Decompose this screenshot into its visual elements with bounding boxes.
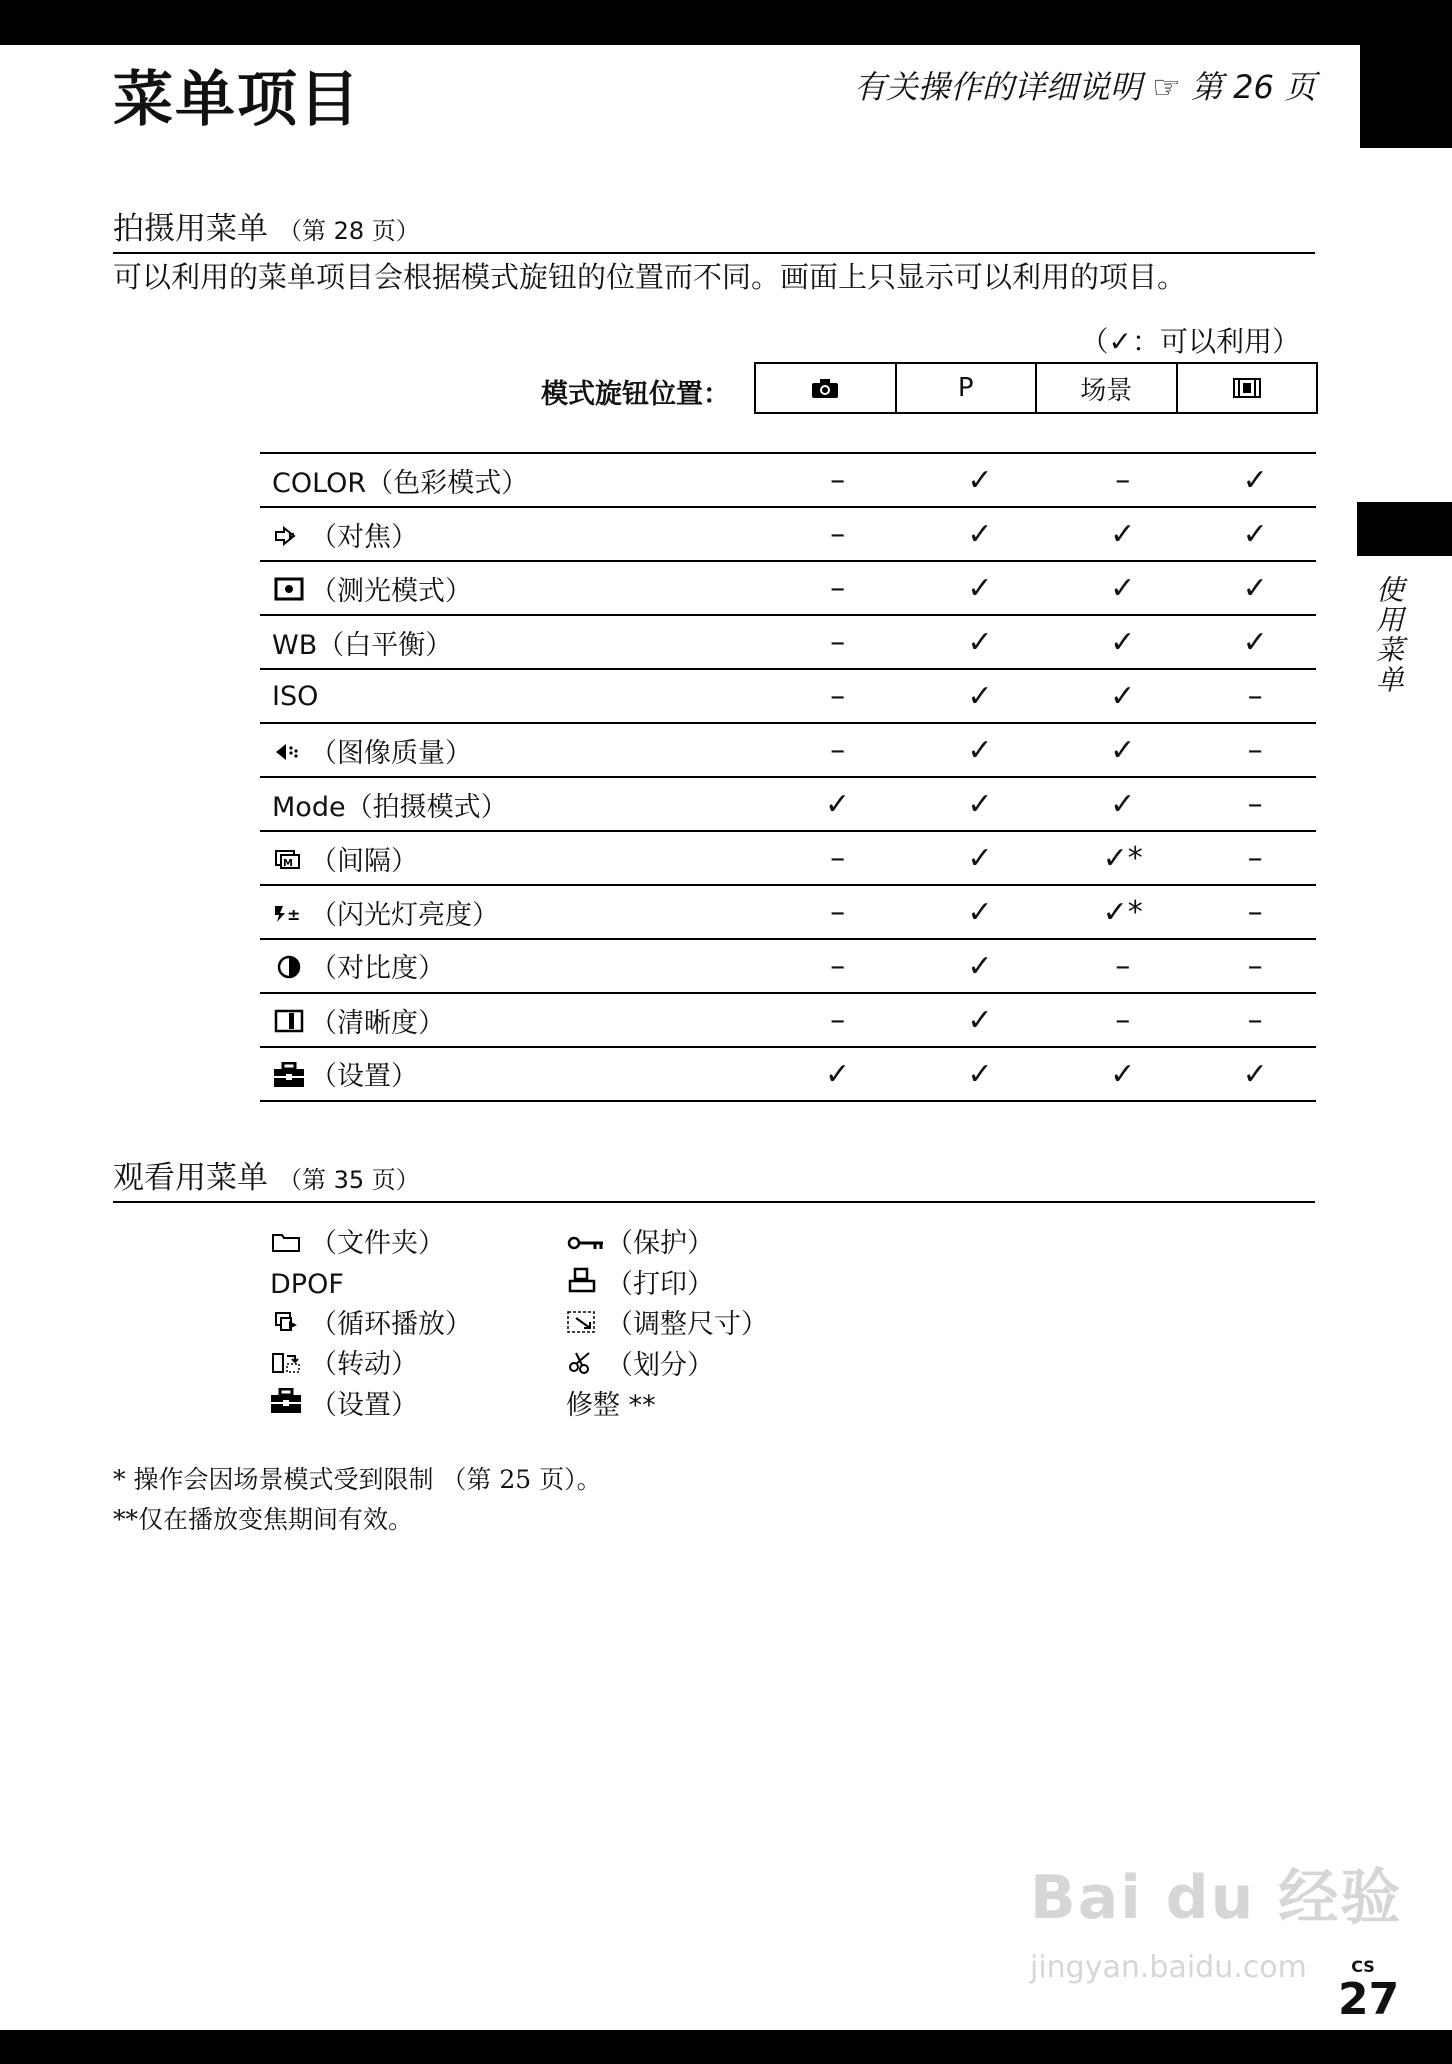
availability-cell: – xyxy=(1051,453,1194,507)
dial-position-label: 模式旋钮位置： xyxy=(541,379,730,410)
availability-cell: ✓ xyxy=(909,669,1051,723)
interval-icon xyxy=(272,848,306,876)
table-row xyxy=(260,777,1316,831)
viewing-menu-title: 观看用菜单 xyxy=(113,1160,268,1196)
menu-item-cell xyxy=(260,993,766,1047)
availability-cell: ✓ xyxy=(1051,507,1194,561)
table-row xyxy=(260,1047,1316,1101)
availability-cell: ✓ xyxy=(1194,615,1316,669)
availability-cell: ✓ xyxy=(909,831,1051,885)
availability-cell: – xyxy=(1051,939,1194,993)
availability-cell: – xyxy=(766,939,908,993)
availability-cell: – xyxy=(766,507,908,561)
svg-text:F: F xyxy=(288,532,295,543)
viewing-menu-left-column xyxy=(270,1224,472,1426)
viewing-menu-page-ref: （第 35 页） xyxy=(278,1166,420,1194)
availability-cell: ✓ xyxy=(909,453,1051,507)
availability-cell: – xyxy=(1194,885,1316,939)
menu-item-cell xyxy=(260,453,766,507)
contrast-icon xyxy=(272,954,306,986)
protect-key-icon xyxy=(566,1225,598,1265)
viewing-item-label: （循环播放） xyxy=(310,1308,472,1340)
menu-item-cell xyxy=(260,939,766,993)
availability-cell: ✓* xyxy=(1051,831,1194,885)
corner-black-tab xyxy=(1360,45,1452,148)
availability-cell: ✓ xyxy=(1051,1047,1194,1101)
top-black-bar xyxy=(0,0,1452,45)
menu-item-label: （清晰度） xyxy=(310,1007,445,1039)
table-row xyxy=(260,453,1316,507)
list-item xyxy=(270,1305,472,1346)
availability-cell: – xyxy=(766,831,908,885)
viewing-item-label: （转动） xyxy=(310,1349,418,1380)
viewing-item-label: DPOF xyxy=(270,1268,344,1300)
viewing-item-label: （设置） xyxy=(310,1389,418,1421)
availability-cell: ✓* xyxy=(1051,885,1194,939)
table-row xyxy=(260,615,1316,669)
viewing-item-label: （划分） xyxy=(606,1349,714,1381)
menu-item-cell xyxy=(260,507,766,561)
flash-level-icon xyxy=(272,902,306,930)
menu-item-cell xyxy=(260,561,766,615)
shooting-menu-table xyxy=(260,452,1316,1102)
availability-cell: ✓ xyxy=(1194,1047,1316,1101)
table-row xyxy=(260,723,1316,777)
availability-cell: ✓ xyxy=(1051,777,1194,831)
availability-cell: – xyxy=(766,885,908,939)
metering-icon xyxy=(272,577,306,607)
availability-cell: – xyxy=(1051,993,1194,1047)
folder-icon xyxy=(270,1225,302,1265)
menu-item-label: Mode（拍摄模式） xyxy=(272,791,508,823)
availability-cell: ✓ xyxy=(909,723,1051,777)
availability-cell: ✓ xyxy=(766,1047,908,1101)
menu-item-label: （对比度） xyxy=(310,953,445,985)
focus-icon xyxy=(272,524,306,552)
page-title: 菜单项目 xyxy=(113,65,361,135)
list-item xyxy=(270,1224,472,1265)
viewing-item-label: （保护） xyxy=(606,1228,714,1259)
table-row xyxy=(260,561,1316,615)
check-legend: （✓：可以利用） xyxy=(1080,325,1300,358)
viewing-item-label: （文件夹） xyxy=(310,1228,445,1259)
list-item xyxy=(566,1386,768,1426)
table-row xyxy=(260,885,1316,939)
availability-cell: – xyxy=(766,993,908,1047)
availability-cell: – xyxy=(1194,723,1316,777)
dial-scene: 场景 xyxy=(1035,364,1176,412)
availability-cell: ✓ xyxy=(1194,453,1316,507)
dial-movie xyxy=(1176,364,1317,412)
availability-cell: – xyxy=(766,615,908,669)
slideshow-icon xyxy=(270,1305,302,1345)
availability-cell: – xyxy=(1194,777,1316,831)
shooting-menu-title: 拍摄用菜单 xyxy=(113,211,268,247)
list-item xyxy=(270,1265,472,1305)
setup-toolbox-icon xyxy=(272,1062,306,1094)
availability-cell: ✓ xyxy=(1194,507,1316,561)
table-row xyxy=(260,669,1316,723)
menu-item-label: （间隔） xyxy=(310,845,418,877)
availability-cell: ✓ xyxy=(909,1047,1051,1101)
availability-cell: ✓ xyxy=(909,993,1051,1047)
menu-item-cell xyxy=(260,1047,766,1101)
viewing-item-label: （调整尺寸） xyxy=(606,1309,768,1340)
header-page-reference: 有关操作的详细说明 ☞ 第 26 页 xyxy=(853,68,1316,106)
availability-cell: ✓ xyxy=(909,561,1051,615)
availability-cell: – xyxy=(766,453,908,507)
page-number-value: 27 xyxy=(1338,1974,1400,2025)
availability-cell: ✓ xyxy=(1051,615,1194,669)
dial-auto-camera xyxy=(756,364,895,412)
movie-icon xyxy=(1232,377,1262,399)
menu-item-label: （闪光灯亮度） xyxy=(310,899,499,931)
baidu-watermark: Bai du 经验 xyxy=(1030,1863,1403,1933)
svg-text:M: M xyxy=(283,858,293,869)
page-language-code: CS xyxy=(1351,1957,1375,1976)
list-item xyxy=(566,1346,768,1387)
list-item xyxy=(566,1265,768,1306)
menu-item-cell xyxy=(260,777,766,831)
list-item xyxy=(566,1224,768,1265)
list-item xyxy=(270,1386,472,1427)
menu-item-cell xyxy=(260,723,766,777)
menu-item-cell xyxy=(260,885,766,939)
menu-item-cell xyxy=(260,669,766,723)
side-section-label: 使用菜单 xyxy=(1372,575,1405,695)
availability-cell: ✓ xyxy=(1051,723,1194,777)
setup-toolbox-icon xyxy=(270,1386,302,1426)
availability-cell: – xyxy=(1194,939,1316,993)
menu-item-label: COLOR（色彩模式） xyxy=(272,467,529,499)
menu-item-label: （测光模式） xyxy=(310,575,472,607)
image-quality-icon xyxy=(272,740,306,768)
availability-cell: – xyxy=(1194,669,1316,723)
availability-cell: ✓ xyxy=(909,939,1051,993)
print-icon xyxy=(566,1265,598,1305)
menu-item-cell xyxy=(260,615,766,669)
shooting-menu-page-ref: （第 28 页） xyxy=(278,217,420,245)
dial-program: P xyxy=(895,364,1036,412)
availability-cell: ✓ xyxy=(909,615,1051,669)
availability-cell: – xyxy=(766,723,908,777)
shooting-menu-heading xyxy=(113,203,1315,254)
table-row xyxy=(260,939,1316,993)
availability-cell: ✓ xyxy=(1051,561,1194,615)
viewing-item-label: 修整 ** xyxy=(566,1390,656,1421)
table-row xyxy=(260,831,1316,885)
bottom-black-bar xyxy=(0,2030,1452,2064)
menu-item-label: WB（白平衡） xyxy=(272,629,453,661)
menu-item-cell xyxy=(260,831,766,885)
footnotes xyxy=(113,1460,602,1540)
menu-item-label: （对焦） xyxy=(310,521,418,553)
resize-icon xyxy=(566,1306,598,1346)
menu-item-label: （设置） xyxy=(310,1061,418,1093)
camera-icon xyxy=(810,377,840,399)
shooting-menu-description: 可以利用的菜单项目会根据模式旋钮的位置而不同。画面上只显示可以利用的项目。 xyxy=(113,260,1187,294)
availability-cell: ✓ xyxy=(766,777,908,831)
availability-cell: – xyxy=(1194,831,1316,885)
baidu-watermark-url: jingyan.baidu.com xyxy=(1030,1950,1307,1985)
sharpness-icon xyxy=(272,1009,306,1039)
availability-cell: – xyxy=(1194,993,1316,1047)
table-row xyxy=(260,507,1316,561)
divide-scissors-icon xyxy=(566,1346,598,1386)
availability-cell: ✓ xyxy=(1051,669,1194,723)
menu-item-label: ISO xyxy=(272,680,319,712)
table-row xyxy=(260,993,1316,1047)
svg-text:±: ± xyxy=(287,905,301,924)
viewing-item-label: （打印） xyxy=(606,1268,714,1300)
rotate-icon xyxy=(270,1346,302,1386)
availability-cell: ✓ xyxy=(1194,561,1316,615)
availability-cell: – xyxy=(766,669,908,723)
viewing-menu-right-column xyxy=(566,1224,768,1426)
footnote-scene-limit: * 操作会因场景模式受到限制 （第 25 页）。 xyxy=(113,1465,602,1494)
mode-dial-header xyxy=(754,362,1318,414)
availability-cell: ✓ xyxy=(909,885,1051,939)
page-number xyxy=(1338,1957,1400,2025)
footnote-playback-zoom: **仅在播放变焦期间有效。 xyxy=(113,1505,414,1534)
section-index-tab xyxy=(1357,502,1452,556)
availability-cell: ✓ xyxy=(909,507,1051,561)
list-item xyxy=(270,1345,472,1386)
list-item xyxy=(566,1305,768,1346)
viewing-menu-heading xyxy=(113,1152,1315,1203)
menu-item-label: （图像质量） xyxy=(310,737,472,769)
availability-cell: – xyxy=(766,561,908,615)
availability-cell: ✓ xyxy=(909,777,1051,831)
